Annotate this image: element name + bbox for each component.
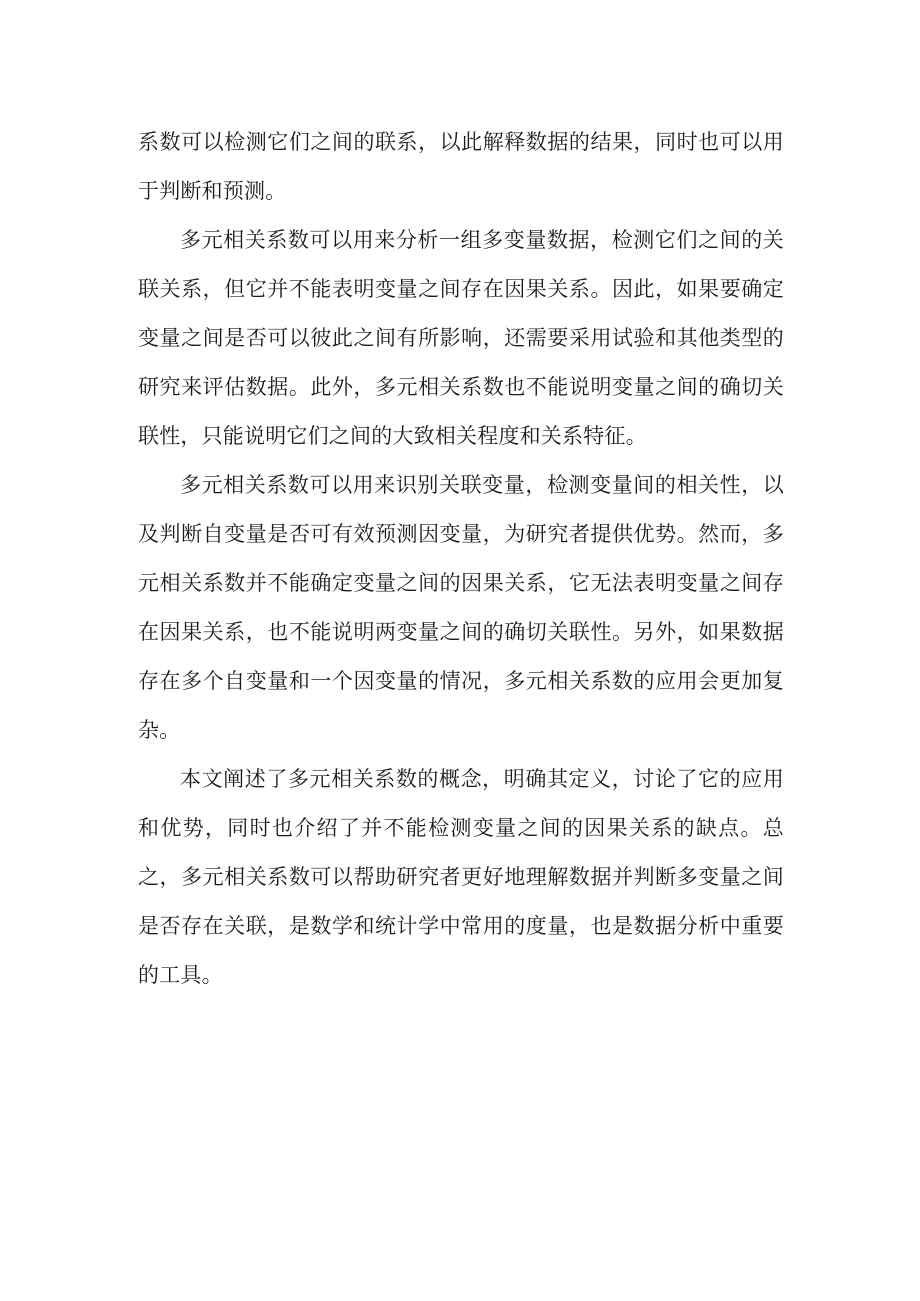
paragraph: 多元相关系数可以用来识别关联变量，检测变量间的相关性，以及判断自变量是否可有效预测因变量，为研究者提供优势。然而，多元相关系数并不能确定变量之间的因果关系，它无法表明变量之间存在因果关系，也不能说明两变量之间的确切关联性。另外，如果数据存在多个自变量和一个因变量的情况，多元相关系数的应用会更加复杂。 xyxy=(138,473,784,742)
paragraph-continuation: 系数可以检测它们之间的联系，以此解释数据的结果，同时也可以用于判断和预测。 xyxy=(138,130,784,203)
document-body xyxy=(138,118,784,1000)
paragraph: 本文阐述了多元相关系数的概念，明确其定义，讨论了它的应用和优势，同时也介绍了并不能检测变量之间的因果关系的缺点。总之，多元相关系数可以帮助研究者更好地理解数据并判断多变量之间是否存在关联，是数学和统计学中常用的度量，也是数据分析中重要的工具。 xyxy=(138,767,784,987)
paragraph: 多元相关系数可以用来分析一组多变量数据，检测它们之间的关联关系，但它并不能表明变量之间存在因果关系。因此，如果要确定变量之间是否可以彼此之间有所影响，还需要采用试验和其他类型的研究来评估数据。此外，多元相关系数也不能说明变量之间的确切关联性，只能说明它们之间的大致相关程度和关系特征。 xyxy=(138,228,784,448)
